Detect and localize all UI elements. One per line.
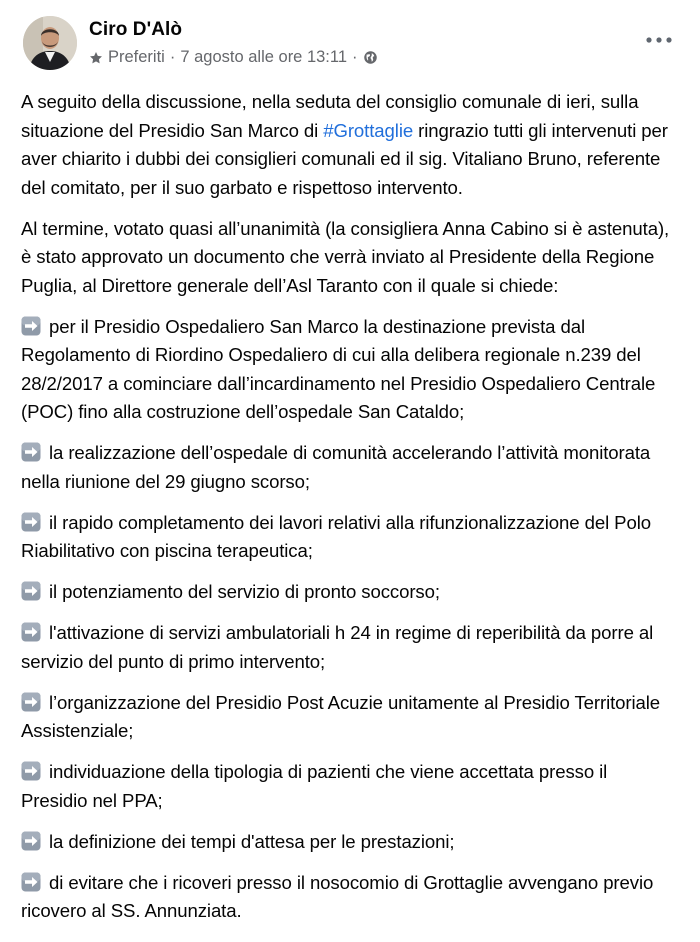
paragraph-intro — [21, 88, 678, 202]
right-arrow-emoji-icon — [21, 761, 41, 781]
hashtag-link[interactable]: #Grottaglie — [323, 119, 414, 141]
list-item-text: la definizione dei tempi d'attesa per le prestazioni; — [49, 830, 455, 852]
paragraph-intro-before: A seguito della discussione, nella seduta del consiglio comunale di ieri, sulla situazione del Presidio San Marco di — [21, 91, 639, 141]
list-item-text: l’organizzazione del Presidio Post Acuzie unitamente al Presidio Territoriale Assistenziale; — [21, 691, 661, 741]
avatar[interactable] — [23, 16, 77, 70]
more-horizontal-icon — [646, 37, 672, 43]
audience-label[interactable]: Preferiti — [108, 48, 165, 66]
list-item-text: individuazione della tipologia di pazienti che viene accettata presso il Presidio nel PPA; — [21, 761, 608, 811]
right-arrow-emoji-icon — [21, 316, 41, 336]
list-item — [21, 689, 678, 746]
list-item — [21, 869, 678, 926]
list-item — [21, 509, 678, 566]
right-arrow-emoji-icon — [21, 831, 41, 851]
list-item — [21, 578, 678, 607]
post-header — [21, 0, 678, 88]
list-item — [21, 439, 678, 496]
paragraph-request: Al termine, votato quasi all’unanimità (la consigliera Anna Cabino si è astenuta), è stato approvato un documento che verrà inviato al Presidente della Regione Puglia, al Direttore generale dell’Asl Taranto con il quale si chiede: — [21, 217, 670, 296]
request-list — [21, 313, 678, 926]
list-item-text: l'attivazione di servizi ambulatoriali h 24 in regime di reperibilità da porre al servizio del punto di primo intervento; — [21, 622, 654, 672]
globe-icon — [363, 50, 378, 65]
list-item-text: il potenziamento del servizio di pronto soccorso; — [49, 581, 440, 602]
post-body — [21, 88, 678, 926]
right-arrow-emoji-icon — [21, 872, 41, 892]
star-icon — [89, 51, 103, 65]
list-item-text: di evitare che i ricoveri presso il nosocomio di Grottaglie avvengano previo ricovero al SS. Annunziata. — [21, 871, 654, 921]
meta-separator: · — [169, 48, 176, 66]
list-item — [21, 758, 678, 815]
right-arrow-emoji-icon — [21, 622, 41, 642]
list-item — [21, 619, 678, 676]
right-arrow-emoji-icon — [21, 581, 41, 601]
list-item — [21, 313, 678, 427]
avatar-photo-icon — [23, 16, 77, 70]
more-options-button[interactable] — [642, 28, 676, 52]
right-arrow-emoji-icon — [21, 512, 41, 532]
list-item-text: il rapido completamento dei lavori relativi alla rifunzionalizzazione del Polo Riabilitativo con piscina terapeutica; — [21, 511, 651, 561]
list-item-text: per il Presidio Ospedaliero San Marco la destinazione prevista dal Regolamento di Riordino Ospedaliero di cui alla delibera regionale n.239 del 28/2/2017 a cominciare dall’incardinamento nel Presidio Ospedaliero Centrale (POC) fino alla costruzione dell’ospedale San Cataldo; — [21, 315, 656, 422]
post-timestamp[interactable]: 7 agosto alle ore 13:11 — [180, 48, 348, 66]
list-item — [21, 828, 678, 857]
paragraph-intro-after: ringrazio tutti gli intervenuti per aver chiarito i dubbi dei consiglieri comunali ed il sig. Vitaliano Bruno, referente del comitato, per il suo garbato e rispettoso intervento. — [21, 119, 668, 198]
meta-separator: · — [352, 48, 358, 66]
post-meta — [89, 48, 378, 67]
right-arrow-emoji-icon — [21, 442, 41, 462]
author-name[interactable]: Ciro D'Alò — [89, 19, 183, 40]
list-item-text: la realizzazione dell’ospedale di comunità accelerando l’attività monitorata nella riunione del 29 giugno scorso; — [21, 442, 651, 492]
right-arrow-emoji-icon — [21, 692, 41, 712]
